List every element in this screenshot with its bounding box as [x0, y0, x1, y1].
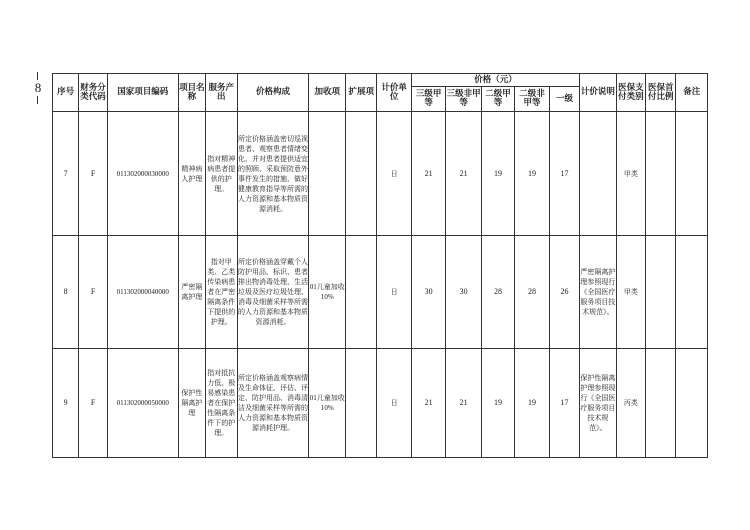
cell-item-name: 保护性隔离护理 — [178, 349, 205, 458]
header-item-name: 项目名称 — [178, 74, 205, 112]
header-grade1: 一级 — [549, 87, 579, 112]
cell-price-grade3a: 21 — [411, 349, 445, 458]
cell-seq: 7 — [53, 112, 79, 236]
header-price-group: 价格（元） — [411, 74, 579, 87]
cell-price-grade3b: 21 — [446, 349, 481, 458]
cell-pricing-note — [580, 112, 617, 236]
cell-remarks — [676, 112, 708, 236]
cell-price-grade2b: 28 — [515, 236, 549, 349]
header-grade3b: 三级非甲等 — [446, 87, 481, 112]
cell-price-composition: 所定价格涵盖密切巡视患者、观察患者情绪变化、并对患者提供适宜的照顾、采取预防意外事件发生的措施、做好健康教育指导等所需的人力资源和基本物质资源消耗。 — [237, 112, 309, 236]
cell-self-pay-ratio — [646, 236, 676, 349]
cell-price-grade2a: 28 — [481, 236, 514, 349]
header-grade2b: 二级非甲等 — [515, 87, 549, 112]
cell-pricing-note: 严密隔离护理参照现行《全国医疗服务项目技术规范》。 — [580, 236, 617, 349]
cell-price-grade3b: 21 — [446, 112, 481, 236]
cell-price-grade1: 17 — [549, 349, 579, 458]
header-remarks: 备注 — [676, 74, 708, 112]
cell-self-pay-ratio — [646, 349, 676, 458]
header-grade3a: 三级甲等 — [411, 87, 445, 112]
cell-price-grade3a: 21 — [411, 112, 445, 236]
cell-price-grade3b: 30 — [446, 236, 481, 349]
cell-expand-item — [345, 236, 376, 349]
cell-national-code: 011302000050000 — [107, 349, 178, 458]
cell-national-code: 011302000040000 — [107, 236, 178, 349]
cell-finance-code: F — [79, 349, 107, 458]
header-finance-code: 财务分类代码 — [79, 74, 107, 112]
header-expand-item: 扩展项 — [345, 74, 376, 112]
cell-price-grade2a: 19 — [481, 112, 514, 236]
header-self-pay-ratio: 医保首付比例 — [646, 74, 676, 112]
table-row — [53, 349, 708, 458]
cell-expand-item — [345, 349, 376, 458]
cell-seq: 9 — [53, 349, 79, 458]
cell-unit: 日 — [377, 236, 411, 349]
cell-service-output: 指对甲类、乙类传染病患者在严密隔离条件下提供的护理。 — [206, 236, 237, 349]
cell-service-output: 指对精神病患者提供的护理。 — [206, 112, 237, 236]
header-service-output: 服务产出 — [206, 74, 237, 112]
header-price-composition: 价格构成 — [237, 74, 309, 112]
cell-service-output: 指对抵抗力低、极易感染患者在保护性隔离条件下的护理。 — [206, 349, 237, 458]
cell-finance-code: F — [79, 112, 107, 236]
cell-unit: 日 — [377, 112, 411, 236]
cell-price-grade2b: 19 — [515, 112, 549, 236]
table-row — [53, 236, 708, 349]
cell-price-grade1: 26 — [549, 236, 579, 349]
cell-seq: 8 — [53, 236, 79, 349]
header-row-1 — [53, 74, 708, 87]
cell-remarks — [676, 236, 708, 349]
cell-add-item: 01儿童加收10% — [309, 236, 346, 349]
cell-price-composition: 所定价格涵盖穿戴个人防护用品、标识、患者排出物消毒处理、生活垃圾及医疗垃圾处理、消毒及细菌采样等所需的人力资源和基本物质资源消耗。 — [237, 236, 309, 349]
header-add-item: 加收项 — [309, 74, 346, 112]
cell-price-composition: 所定价格涵盖观察病情及生命体征、评估、评定、防护用品、消毒清洁及细菌采样等所需的人力资源和基本物质资源消耗护理。 — [237, 349, 309, 458]
fee-schedule-table — [52, 73, 708, 458]
cell-item-name: 精神病人护理 — [178, 112, 205, 236]
page-number-value: 8 — [34, 80, 42, 95]
cell-finance-code: F — [79, 236, 107, 349]
cell-national-code: 011302000030000 — [107, 112, 178, 236]
header-pricing-note: 计价说明 — [580, 74, 617, 112]
cell-self-pay-ratio — [646, 112, 676, 236]
cell-price-grade2a: 19 — [481, 349, 514, 458]
page-number — [30, 72, 46, 104]
header-national-code: 国家项目编码 — [107, 74, 178, 112]
page-number-dash-top — [30, 72, 46, 80]
header-unit: 计价单位 — [377, 74, 411, 112]
cell-insurance-category: 甲类 — [616, 112, 645, 236]
cell-price-grade2b: 19 — [515, 349, 549, 458]
table-row — [53, 112, 708, 236]
cell-insurance-category: 甲类 — [616, 236, 645, 349]
cell-add-item: 01儿童加收10% — [309, 349, 346, 458]
page-number-dash-bottom — [30, 96, 46, 104]
cell-expand-item — [345, 112, 376, 236]
cell-unit: 日 — [377, 349, 411, 458]
header-grade2a: 二级甲等 — [481, 87, 514, 112]
cell-add-item — [309, 112, 346, 236]
cell-price-grade3a: 30 — [411, 236, 445, 349]
cell-remarks — [676, 349, 708, 458]
header-seq: 序号 — [53, 74, 79, 112]
cell-pricing-note: 保护性隔离护理参照现行《全国医疗服务项目技术规范》。 — [580, 349, 617, 458]
cell-price-grade1: 17 — [549, 112, 579, 236]
header-insurance-category: 医保支付类别 — [616, 74, 645, 112]
cell-item-name: 严密隔离护理 — [178, 236, 205, 349]
cell-insurance-category: 丙类 — [616, 349, 645, 458]
